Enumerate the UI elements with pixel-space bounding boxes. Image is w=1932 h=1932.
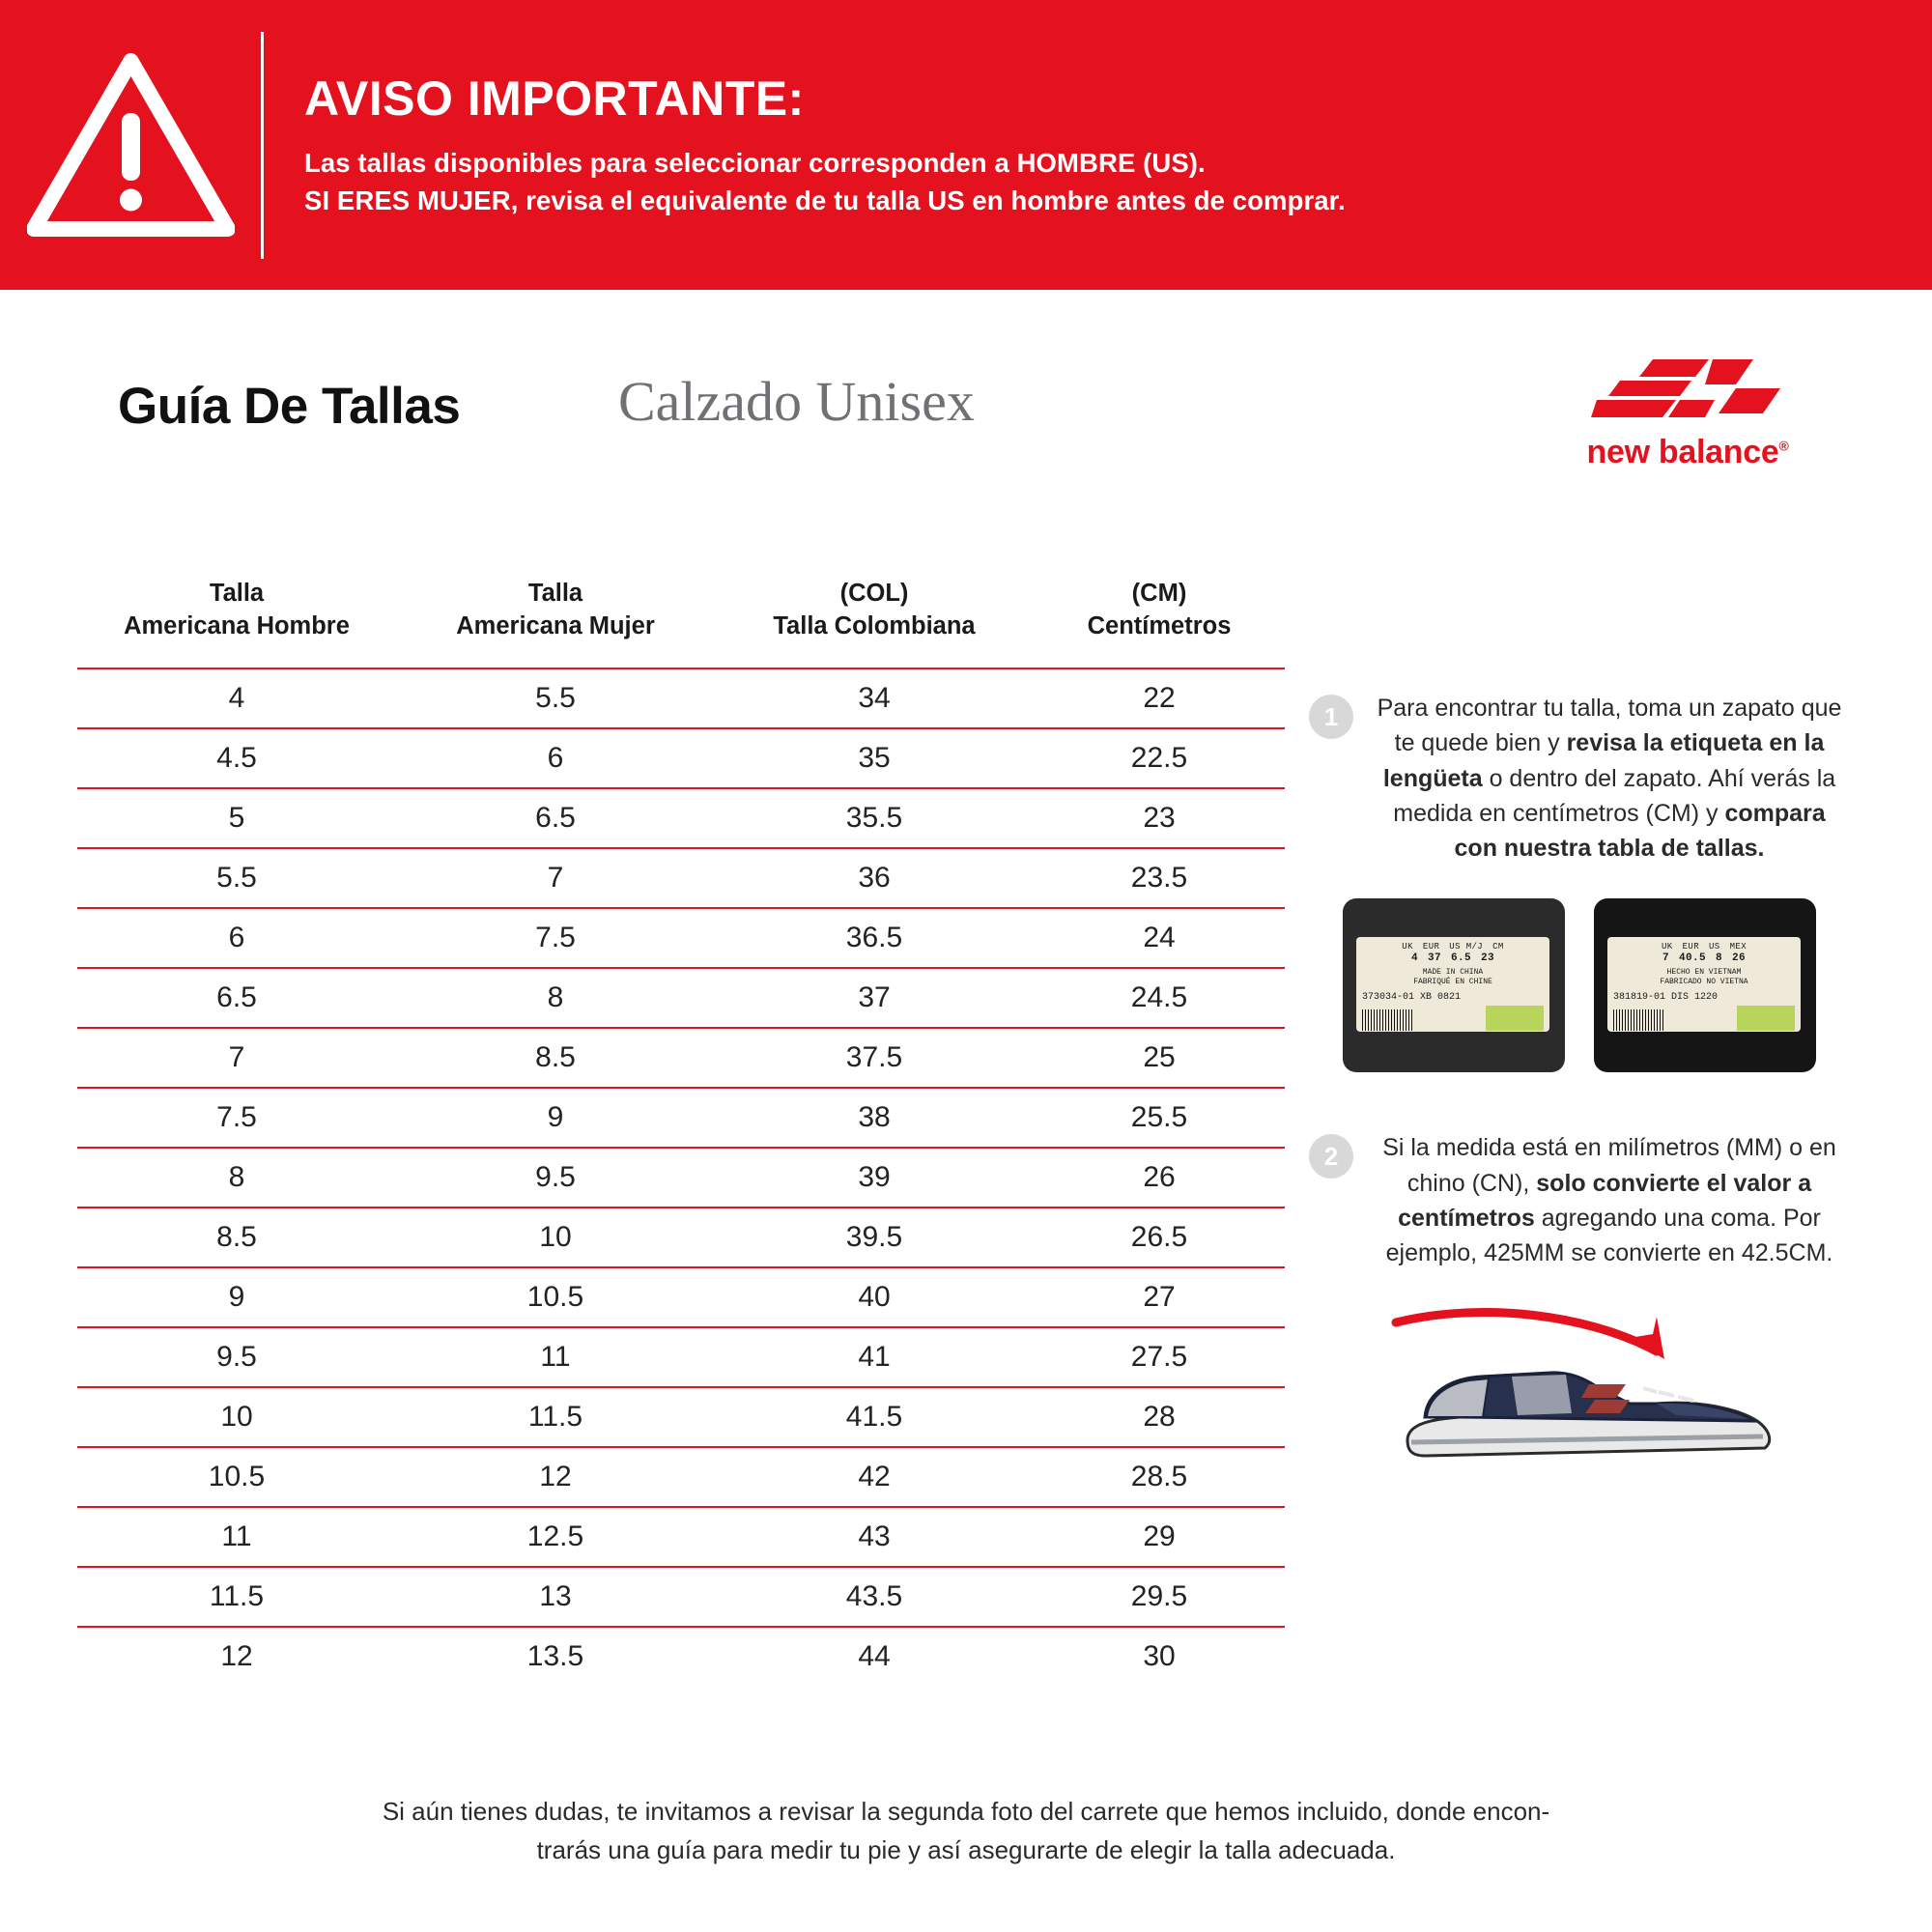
banner-divider — [261, 32, 264, 259]
table-cell-1: 8.5 — [396, 1028, 715, 1088]
table-cell-2: 41.5 — [715, 1387, 1034, 1447]
column-header-us-men — [77, 578, 396, 668]
banner-title: AVISO IMPORTANTE: — [304, 71, 805, 126]
tag-made-in: HECHO EN VIETNAM FABRICADO NO VIETNA — [1660, 968, 1748, 987]
table-row — [77, 1148, 1285, 1208]
table-cell-1: 5.5 — [396, 668, 715, 728]
table-cell-2: 39 — [715, 1148, 1034, 1208]
tag-sticker — [1486, 1006, 1544, 1031]
table-cell-2: 43.5 — [715, 1567, 1034, 1627]
new-balance-logo — [1557, 355, 1818, 496]
column-header-line2: Americana Mujer — [456, 611, 655, 639]
table-cell-2: 37.5 — [715, 1028, 1034, 1088]
step-1-text: Para encontrar tu talla, toma un zapato que te quede bien y revisa la etiqueta en la lengüeta o dentro del zapato. Ahí verás la medida en centímetros (CM) y compara con nuestra tabla de tallas. — [1377, 695, 1842, 862]
page-title: Guía De Tallas — [118, 378, 461, 435]
table-cell-2: 37 — [715, 968, 1034, 1028]
barcode-icon — [1613, 1009, 1663, 1031]
table-row — [77, 1088, 1285, 1148]
table-cell-3: 30 — [1143, 1640, 1176, 1673]
table-cell-1: 9.5 — [396, 1148, 715, 1208]
table-row — [77, 1327, 1285, 1387]
table-row — [77, 908, 1285, 968]
table-cell-0: 9 — [77, 1267, 396, 1327]
label-photos — [1309, 898, 1850, 1072]
table-cell-0: 5 — [77, 788, 396, 848]
table-cell-3: 23 — [1034, 788, 1285, 848]
table-cell-3: 24.5 — [1034, 968, 1285, 1028]
table-row — [77, 1627, 1285, 1686]
table-row — [77, 1028, 1285, 1088]
important-notice-banner — [0, 0, 1932, 290]
table-cell-3: 29 — [1034, 1507, 1285, 1567]
table-cell-1: 7 — [396, 848, 715, 908]
footer-line-2: trarás una guía para medir tu pie y así asegurarte de elegir la talla adecuada. — [536, 1835, 1396, 1865]
size-table — [77, 578, 1285, 1686]
table-cell-3: 22.5 — [1034, 728, 1285, 788]
table-cell-1: 10.5 — [396, 1267, 715, 1327]
column-header-line1: (COL) — [839, 580, 909, 607]
table-row — [77, 1387, 1285, 1447]
table-cell-3: 28.5 — [1034, 1447, 1285, 1507]
banner-line-1: Las tallas disponibles para seleccionar corresponden a HOMBRE (US). — [304, 147, 1206, 178]
table-cell-2: 35.5 — [715, 788, 1034, 848]
table-row — [77, 968, 1285, 1028]
tag-code: 381819-01 DIS 1220 — [1613, 992, 1719, 1004]
table-cell-2: 44 — [858, 1640, 891, 1673]
column-header-line2: Centímetros — [1087, 611, 1232, 639]
warning-triangle-icon — [0, 0, 261, 290]
brand-name-text: new balance — [1586, 434, 1779, 470]
tag-sticker — [1737, 1006, 1795, 1031]
registered-mark: ® — [1778, 438, 1789, 454]
size-table-container — [77, 578, 1285, 1686]
table-cell-0: 5.5 — [77, 848, 396, 908]
step-2-number: 2 — [1309, 1134, 1353, 1179]
column-header-line1: (CM) — [1131, 580, 1187, 607]
sneaker-illustration — [1309, 1295, 1850, 1489]
table-cell-1: 8 — [396, 968, 715, 1028]
table-cell-0: 6.5 — [77, 968, 396, 1028]
table-cell-1: 11 — [396, 1327, 715, 1387]
table-cell-2: 34 — [715, 668, 1034, 728]
table-cell-3: 26 — [1034, 1148, 1285, 1208]
table-cell-2: 38 — [715, 1088, 1034, 1148]
column-header-cm — [1034, 578, 1285, 668]
table-cell-3: 25.5 — [1034, 1088, 1285, 1148]
table-cell-0: 11 — [77, 1507, 396, 1567]
table-cell-1: 12.5 — [396, 1507, 715, 1567]
banner-line-2: SI ERES MUJER, revisa el equivalente de tu talla US en hombre antes de comprar. — [304, 185, 1346, 215]
tag-made-in: MADE IN CHINA FABRIQUÉ EN CHINE — [1413, 968, 1492, 987]
table-cell-1: 9 — [396, 1088, 715, 1148]
table-header-row — [77, 578, 1285, 668]
table-cell-0: 7.5 — [77, 1088, 396, 1148]
column-header-line1: Talla — [209, 580, 265, 607]
table-cell-3: 24 — [1034, 908, 1285, 968]
table-cell-0: 10.5 — [77, 1447, 396, 1507]
table-cell-3: 26.5 — [1034, 1208, 1285, 1267]
step-2 — [1309, 1130, 1850, 1270]
column-header-line1: Talla — [527, 580, 583, 607]
table-cell-3: 29.5 — [1034, 1567, 1285, 1627]
table-row — [77, 1507, 1285, 1567]
table-cell-0: 8.5 — [77, 1208, 396, 1267]
tag-code: 373034-01 XB 0821 — [1362, 992, 1462, 1004]
table-cell-0: 12 — [220, 1640, 253, 1673]
shoe-tongue-label-right — [1594, 898, 1816, 1072]
instructions-panel — [1309, 691, 1850, 1489]
table-cell-2: 43 — [715, 1507, 1034, 1567]
table-cell-0: 11.5 — [77, 1567, 396, 1627]
table-cell-2: 40 — [715, 1267, 1034, 1327]
red-curved-arrow-icon — [1396, 1313, 1664, 1359]
table-cell-0: 4 — [77, 668, 396, 728]
tag-headers: UK EUR US MEX — [1661, 942, 1747, 952]
table-cell-1: 11.5 — [396, 1387, 715, 1447]
table-cell-1: 6 — [396, 728, 715, 788]
table-cell-2: 42 — [715, 1447, 1034, 1507]
tag-values: 4 37 6.5 23 — [1410, 952, 1495, 965]
size-tag-left — [1356, 937, 1549, 1032]
table-cell-1: 10 — [396, 1208, 715, 1267]
table-cell-3: 23.5 — [1034, 848, 1285, 908]
shoe-tongue-label-left — [1343, 898, 1565, 1072]
nb-logo-icon — [1591, 355, 1784, 425]
table-cell-3: 27 — [1034, 1267, 1285, 1327]
table-row — [77, 1208, 1285, 1267]
table-cell-3: 25 — [1034, 1028, 1285, 1088]
table-row — [77, 788, 1285, 848]
step-1 — [1309, 691, 1850, 866]
table-cell-2: 35 — [715, 728, 1034, 788]
table-row — [77, 668, 1285, 728]
table-cell-3: 22 — [1034, 668, 1285, 728]
barcode-icon — [1362, 1009, 1412, 1031]
table-cell-0: 7 — [77, 1028, 396, 1088]
column-header-line2: Americana Hombre — [124, 611, 350, 639]
table-row — [77, 1267, 1285, 1327]
column-header-us-women — [396, 578, 715, 668]
table-cell-2: 36 — [715, 848, 1034, 908]
table-cell-2: 39.5 — [715, 1208, 1034, 1267]
table-row — [77, 1447, 1285, 1507]
brand-name — [1557, 434, 1818, 471]
table-cell-2: 36.5 — [715, 908, 1034, 968]
footer-line-1: Si aún tienes dudas, te invitamos a revisar la segunda foto del carrete que hemos incluido, donde encon- — [382, 1797, 1550, 1826]
table-cell-3: 28 — [1034, 1387, 1285, 1447]
tag-headers: UK EUR US M/J CM — [1402, 942, 1504, 952]
column-header-line2: Talla Colombiana — [773, 611, 976, 639]
table-row — [77, 728, 1285, 788]
table-cell-2: 41 — [715, 1327, 1034, 1387]
table-row — [77, 1567, 1285, 1627]
table-row — [77, 848, 1285, 908]
table-cell-1: 12 — [396, 1447, 715, 1507]
table-cell-1: 13 — [396, 1567, 715, 1627]
step-1-number: 1 — [1309, 695, 1353, 739]
table-cell-1: 13.5 — [526, 1640, 584, 1673]
tag-values: 7 40.5 8 26 — [1662, 952, 1747, 965]
table-cell-0: 10 — [77, 1387, 396, 1447]
table-cell-1: 7.5 — [396, 908, 715, 968]
table-cell-1: 6.5 — [396, 788, 715, 848]
step-2-text: Si la medida está en milímetros (MM) o en chino (CN), solo convierte el valor a centímetros agregando una coma. Por ejemplo, 425MM se convierte en 42.5CM. — [1382, 1134, 1836, 1266]
table-cell-0: 4.5 — [77, 728, 396, 788]
size-tag-right — [1607, 937, 1801, 1032]
table-cell-0: 8 — [77, 1148, 396, 1208]
page-subtitle: Calzado Unisex — [618, 370, 975, 433]
table-cell-3: 27.5 — [1034, 1327, 1285, 1387]
footer-note — [0, 1792, 1932, 1870]
table-cell-0: 6 — [77, 908, 396, 968]
column-header-col — [715, 578, 1034, 668]
table-cell-0: 9.5 — [77, 1327, 396, 1387]
